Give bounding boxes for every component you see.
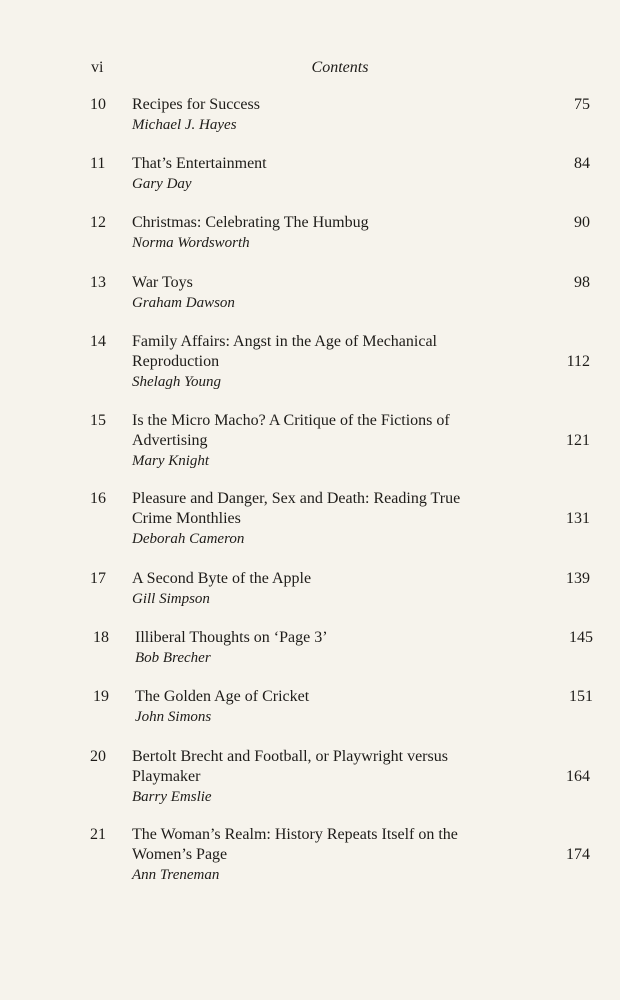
page-reference: 75 bbox=[574, 96, 590, 113]
chapter-author: John Simons bbox=[135, 709, 212, 725]
entry-body bbox=[132, 213, 532, 253]
chapter-author: Bob Brecher bbox=[135, 650, 211, 666]
chapter-number: 13 bbox=[90, 274, 106, 291]
entry-body bbox=[132, 154, 532, 194]
chapter-number: 11 bbox=[90, 155, 106, 172]
chapter-author: Ann Treneman bbox=[132, 867, 220, 883]
chapter-title: War Toys bbox=[132, 274, 193, 291]
page-reference: 131 bbox=[566, 510, 590, 527]
chapter-title: Illiberal Thoughts on ‘Page 3’ bbox=[135, 629, 328, 646]
chapter-number: 19 bbox=[93, 688, 109, 705]
page-reference: 121 bbox=[566, 432, 590, 449]
chapter-number: 20 bbox=[90, 748, 106, 765]
chapter-title: Bertolt Brecht and Football, or Playwright versus Playmaker bbox=[132, 748, 448, 785]
entry-body bbox=[135, 628, 535, 668]
chapter-title: Pleasure and Danger, Sex and Death: Reading True Crime Monthlies bbox=[132, 490, 461, 527]
chapter-title: A Second Byte of the Apple bbox=[132, 570, 312, 587]
entry-body bbox=[132, 747, 532, 807]
page-reference: 151 bbox=[569, 688, 593, 705]
page-reference: 145 bbox=[569, 629, 593, 646]
entry-body bbox=[135, 687, 535, 727]
chapter-number: 18 bbox=[93, 629, 109, 646]
chapter-number: 14 bbox=[90, 333, 106, 350]
page-reference: 98 bbox=[574, 274, 590, 291]
entry-body bbox=[132, 825, 532, 885]
chapter-title: The Woman’s Realm: History Repeats Itself on the Women’s Page bbox=[132, 826, 458, 863]
chapter-title: Family Affairs: Angst in the Age of Mechanical Reproduction bbox=[132, 333, 437, 370]
chapter-author: Shelagh Young bbox=[132, 374, 222, 390]
running-title: Contents bbox=[311, 59, 369, 76]
page-reference: 174 bbox=[566, 846, 590, 863]
chapter-number: 10 bbox=[90, 96, 106, 113]
chapter-number: 17 bbox=[90, 570, 106, 587]
running-head bbox=[0, 59, 620, 81]
entry-body bbox=[132, 273, 532, 313]
chapter-author: Gary Day bbox=[132, 176, 192, 192]
page-number: vi bbox=[91, 59, 104, 76]
chapter-author: Norma Wordsworth bbox=[132, 235, 250, 251]
chapter-number: 15 bbox=[90, 412, 106, 429]
chapter-title: Is the Micro Macho? A Critique of the Fictions of Advertising bbox=[132, 412, 450, 449]
entry-body bbox=[132, 332, 532, 392]
page-reference: 84 bbox=[574, 155, 590, 172]
chapter-title: The Golden Age of Cricket bbox=[135, 688, 310, 705]
entry-body bbox=[132, 489, 532, 549]
page-reference: 164 bbox=[566, 768, 590, 785]
entry-body bbox=[132, 411, 532, 471]
chapter-author: Michael J. Hayes bbox=[132, 117, 237, 133]
page-reference: 90 bbox=[574, 214, 590, 231]
page-reference: 139 bbox=[566, 570, 590, 587]
chapter-author: Mary Knight bbox=[132, 453, 210, 469]
chapter-author: Deborah Cameron bbox=[132, 531, 245, 547]
chapter-title: Recipes for Success bbox=[132, 96, 260, 113]
entry-body bbox=[132, 95, 532, 135]
chapter-number: 16 bbox=[90, 490, 106, 507]
page-reference: 112 bbox=[566, 353, 590, 370]
chapter-author: Gill Simpson bbox=[132, 591, 210, 607]
chapter-author: Barry Emslie bbox=[132, 789, 212, 805]
chapter-title: Christmas: Celebrating The Humbug bbox=[132, 214, 369, 231]
chapter-number: 12 bbox=[90, 214, 106, 231]
chapter-title: That’s Entertainment bbox=[132, 155, 267, 172]
chapter-number: 21 bbox=[90, 826, 106, 843]
entry-body bbox=[132, 569, 532, 609]
chapter-author: Graham Dawson bbox=[132, 295, 235, 311]
